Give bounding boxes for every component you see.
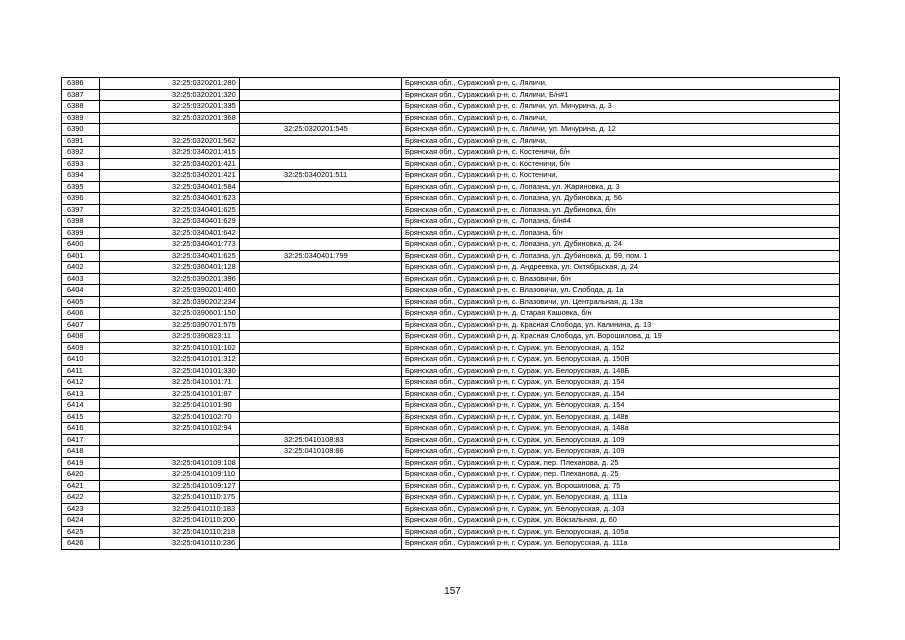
address-cell: Брянская обл., Суражский р-н, г. Сураж, ул. Белорусская, д. 105а [402, 526, 840, 538]
row-number-cell: 6420 [62, 469, 100, 481]
parent-cadastral-number-cell [240, 273, 402, 285]
table-row [62, 354, 840, 366]
address-cell: Брянская обл., Суражский р-н, с. Ляличи, ул. Мичурина, д. 3 [402, 101, 840, 113]
address-cell: Брянская обл., Суражский р-н, г. Сураж, ул. Белорусская, д. 150В [402, 354, 840, 366]
row-number-cell: 6407 [62, 319, 100, 331]
table-row [62, 170, 840, 182]
parent-cadastral-number-cell [240, 262, 402, 274]
parent-cadastral-number-cell [240, 193, 402, 205]
address-cell: Брянская обл., Суражский р-н, г. Сураж, ул. Белорусская, д. 148а [402, 423, 840, 435]
table-row [62, 492, 840, 504]
row-number-cell: 6391 [62, 135, 100, 147]
cadastral-number-cell: 32:25:0410101:90 [100, 400, 240, 412]
table-row [62, 503, 840, 515]
table-row [62, 365, 840, 377]
address-cell: Брянская обл., Суражский р-н, с. Костеничи, [402, 170, 840, 182]
parent-cadastral-number-cell: 32:25:0320201:545 [240, 124, 402, 136]
cadastral-number-cell: 32:25:0390701:575 [100, 319, 240, 331]
row-number-cell: 6426 [62, 538, 100, 550]
cadastral-number-cell: 32:25:0340401:625 [100, 250, 240, 262]
row-number-cell: 6421 [62, 480, 100, 492]
address-cell: Брянская обл., Суражский р-н, г. Сураж, пер. Плеханова, д. 25 [402, 469, 840, 481]
table-row [62, 515, 840, 527]
table-row [62, 308, 840, 320]
address-cell: Брянская обл., Суражский р-н, г. Сураж, ул. Белорусская, д. 109 [402, 434, 840, 446]
table-row [62, 124, 840, 136]
cadastral-number-cell: 32:25:0320201:280 [100, 78, 240, 90]
address-cell: Брянская обл., Суражский р-н, с. Ляличи, [402, 112, 840, 124]
table-row [62, 101, 840, 113]
table-row [62, 181, 840, 193]
row-number-cell: 6401 [62, 250, 100, 262]
parent-cadastral-number-cell [240, 457, 402, 469]
table-row [62, 446, 840, 458]
table-row [62, 193, 840, 205]
table-row [62, 250, 840, 262]
parent-cadastral-number-cell: 32:25:0340401:799 [240, 250, 402, 262]
row-number-cell: 6403 [62, 273, 100, 285]
cadastral-number-cell: 32:25:0410110:236 [100, 538, 240, 550]
parent-cadastral-number-cell [240, 319, 402, 331]
registry-table-body [62, 78, 840, 550]
parent-cadastral-number-cell: 32:25:0410108:83 [240, 434, 402, 446]
address-cell: Брянская обл., Суражский р-н, с. Влазовичи, б/н [402, 273, 840, 285]
address-cell: Брянская обл., Суражский р-н, г. Сураж, ул. Белорусская, д. 154 [402, 377, 840, 389]
address-cell: Брянская обл., Суражский р-н, д. Старая Кашовка, б/н [402, 308, 840, 320]
address-cell: Брянская обл., Суражский р-н, г. Сураж, ул. Белорусская, д. 154 [402, 388, 840, 400]
address-cell: Брянская обл., Суражский р-н, с. Ляличи, [402, 135, 840, 147]
cadastral-number-cell: 32:25:0320201:335 [100, 101, 240, 113]
cadastral-number-cell: 32:25:0410109:127 [100, 480, 240, 492]
row-number-cell: 6388 [62, 101, 100, 113]
address-cell: Брянская обл., Суражский р-н, г. Сураж, ул. Белорусская, д. 152 [402, 342, 840, 354]
row-number-cell: 6423 [62, 503, 100, 515]
cadastral-number-cell: 32:25:0390601:150 [100, 308, 240, 320]
parent-cadastral-number-cell [240, 480, 402, 492]
row-number-cell: 6394 [62, 170, 100, 182]
table-row [62, 423, 840, 435]
row-number-cell: 6411 [62, 365, 100, 377]
table-row [62, 342, 840, 354]
cadastral-number-cell: 32:25:0320201:368 [100, 112, 240, 124]
address-cell: Брянская обл., Суражский р-н, г. Сураж, ул. Вокзальная, д. 60 [402, 515, 840, 527]
address-cell: Брянская обл., Суражский р-н, с. Лопазна, ул. Дубиновка, д. 59, пом. 1 [402, 250, 840, 262]
address-cell: Брянская обл., Суражский р-н, с. Лопазна, ул. Дубиновка, д. 56 [402, 193, 840, 205]
row-number-cell: 6410 [62, 354, 100, 366]
parent-cadastral-number-cell [240, 365, 402, 377]
table-row [62, 411, 840, 423]
parent-cadastral-number-cell [240, 216, 402, 228]
parent-cadastral-number-cell [240, 181, 402, 193]
table-row [62, 469, 840, 481]
cadastral-number-cell: 32:25:0340401:584 [100, 181, 240, 193]
parent-cadastral-number-cell [240, 377, 402, 389]
table-row [62, 319, 840, 331]
row-number-cell: 6386 [62, 78, 100, 90]
cadastral-number-cell: 32:25:0390202:234 [100, 296, 240, 308]
cadastral-number-cell: 32:25:0390823:11 [100, 331, 240, 343]
cadastral-number-cell: 32:25:0410102:94 [100, 423, 240, 435]
cadastral-number-cell: 32:25:0410101:312 [100, 354, 240, 366]
parent-cadastral-number-cell [240, 503, 402, 515]
parent-cadastral-number-cell: 32:25:0340201:511 [240, 170, 402, 182]
address-cell: Брянская обл., Суражский р-н, с. Влазовичи, ул. Слобода, д. 1а [402, 285, 840, 297]
row-number-cell: 6393 [62, 158, 100, 170]
row-number-cell: 6392 [62, 147, 100, 159]
row-number-cell: 6415 [62, 411, 100, 423]
cadastral-number-cell: 32:25:0410109:108 [100, 457, 240, 469]
cadastral-number-cell: 32:25:0410101:87 [100, 388, 240, 400]
cadastral-number-cell: 32:25:0410109:110 [100, 469, 240, 481]
registry-table [61, 77, 840, 550]
parent-cadastral-number-cell [240, 158, 402, 170]
address-cell: Брянская обл., Суражский р-н, с. Костеничи, б/н [402, 147, 840, 159]
row-number-cell: 6387 [62, 89, 100, 101]
table-row [62, 239, 840, 251]
address-cell: Брянская обл., Суражский р-н, с. Ляличи, [402, 78, 840, 90]
cadastral-number-cell: 32:25:0410110:183 [100, 503, 240, 515]
row-number-cell: 6404 [62, 285, 100, 297]
cadastral-number-cell: 32:25:0340401:629 [100, 216, 240, 228]
cadastral-number-cell: 32:25:0340201:421 [100, 158, 240, 170]
cadastral-number-cell: 32:25:0340401:623 [100, 193, 240, 205]
parent-cadastral-number-cell [240, 538, 402, 550]
table-row [62, 538, 840, 550]
table-row [62, 296, 840, 308]
cadastral-number-cell: 32:25:0340401:773 [100, 239, 240, 251]
address-cell: Брянская обл., Суражский р-н, г. Сураж, ул. Белорусская, д. 148Б [402, 365, 840, 377]
table-row [62, 480, 840, 492]
address-cell: Брянская обл., Суражский р-н, г. Сураж, ул. Белорусская, д. 111а [402, 538, 840, 550]
row-number-cell: 6397 [62, 204, 100, 216]
cadastral-number-cell: 32:25:0340201:421 [100, 170, 240, 182]
table-row [62, 262, 840, 274]
cadastral-number-cell: 32:25:0410101:330 [100, 365, 240, 377]
parent-cadastral-number-cell [240, 331, 402, 343]
parent-cadastral-number-cell: 32:25:0410108:86 [240, 446, 402, 458]
table-row [62, 78, 840, 90]
address-cell: Брянская обл., Суражский р-н, с. Лопазна, ул. Жариновка, д. 3 [402, 181, 840, 193]
address-cell: Брянская обл., Суражский р-н, г. Сураж, ул. Белорусская, д. 154 [402, 400, 840, 412]
table-row [62, 331, 840, 343]
address-cell: Брянская обл., Суражский р-н, с. Лопазна, б/н#4 [402, 216, 840, 228]
parent-cadastral-number-cell [240, 112, 402, 124]
parent-cadastral-number-cell [240, 469, 402, 481]
row-number-cell: 6424 [62, 515, 100, 527]
table-row [62, 135, 840, 147]
parent-cadastral-number-cell [240, 89, 402, 101]
table-row [62, 400, 840, 412]
cadastral-number-cell [100, 124, 240, 136]
row-number-cell: 6417 [62, 434, 100, 446]
row-number-cell: 6390 [62, 124, 100, 136]
parent-cadastral-number-cell [240, 400, 402, 412]
row-number-cell: 6412 [62, 377, 100, 389]
row-number-cell: 6422 [62, 492, 100, 504]
parent-cadastral-number-cell [240, 101, 402, 113]
row-number-cell: 6389 [62, 112, 100, 124]
parent-cadastral-number-cell [240, 388, 402, 400]
parent-cadastral-number-cell [240, 78, 402, 90]
table-row [62, 227, 840, 239]
table-row [62, 147, 840, 159]
row-number-cell: 6416 [62, 423, 100, 435]
cadastral-number-cell: 32:25:0340401:625 [100, 204, 240, 216]
row-number-cell: 6418 [62, 446, 100, 458]
row-number-cell: 6425 [62, 526, 100, 538]
parent-cadastral-number-cell [240, 423, 402, 435]
address-cell: Брянская обл., Суражский р-н, с. Влазовичи, ул. Центральная, д. 13а [402, 296, 840, 308]
row-number-cell: 6398 [62, 216, 100, 228]
address-cell: Брянская обл., Суражский р-н, г. Сураж, ул. Белорусская, д. 111а [402, 492, 840, 504]
row-number-cell: 6395 [62, 181, 100, 193]
table-row [62, 89, 840, 101]
row-number-cell: 6408 [62, 331, 100, 343]
cadastral-number-cell: 32:25:0410110:218 [100, 526, 240, 538]
cadastral-number-cell: 32:25:0320201:562 [100, 135, 240, 147]
cadastral-number-cell: 32:25:0410110:175 [100, 492, 240, 504]
row-number-cell: 6419 [62, 457, 100, 469]
table-row [62, 526, 840, 538]
table-row [62, 377, 840, 389]
address-cell: Брянская обл., Суражский р-н, г. Сураж, ул. Белорусская, д. 103 [402, 503, 840, 515]
address-cell: Брянская обл., Суражский р-н, с. Костеничи, б/н [402, 158, 840, 170]
parent-cadastral-number-cell [240, 239, 402, 251]
cadastral-number-cell: 32:25:0390201:460 [100, 285, 240, 297]
cadastral-number-cell: 32:25:0320201:320 [100, 89, 240, 101]
table-row [62, 158, 840, 170]
table-row [62, 434, 840, 446]
row-number-cell: 6405 [62, 296, 100, 308]
address-cell: Брянская обл., Суражский р-н, г. Сураж, ул. Ворошилова, д. 75 [402, 480, 840, 492]
row-number-cell: 6396 [62, 193, 100, 205]
cadastral-number-cell: 32:25:0340401:642 [100, 227, 240, 239]
cadastral-number-cell: 32:25:0410101:71 [100, 377, 240, 389]
parent-cadastral-number-cell [240, 147, 402, 159]
table-row [62, 388, 840, 400]
table-row [62, 112, 840, 124]
page-number: 157 [444, 586, 461, 597]
parent-cadastral-number-cell [240, 342, 402, 354]
cadastral-number-cell: 32:25:0410110:200 [100, 515, 240, 527]
table-row [62, 273, 840, 285]
row-number-cell: 6414 [62, 400, 100, 412]
parent-cadastral-number-cell [240, 204, 402, 216]
address-cell: Брянская обл., Суражский р-н, д. Андреевка, ул. Октябрьская, д. 24 [402, 262, 840, 274]
address-cell: Брянская обл., Суражский р-н, д. Красная Слобода, ул. Ворошилова, д. 19 [402, 331, 840, 343]
parent-cadastral-number-cell [240, 515, 402, 527]
address-cell: Брянская обл., Суражский р-н, с. Лопазна, б/н [402, 227, 840, 239]
cadastral-number-cell: 32:25:0410102:70 [100, 411, 240, 423]
row-number-cell: 6406 [62, 308, 100, 320]
row-number-cell: 6413 [62, 388, 100, 400]
table-row [62, 216, 840, 228]
parent-cadastral-number-cell [240, 526, 402, 538]
parent-cadastral-number-cell [240, 296, 402, 308]
cadastral-number-cell: 32:25:0390201:396 [100, 273, 240, 285]
parent-cadastral-number-cell [240, 227, 402, 239]
cadastral-number-cell [100, 446, 240, 458]
row-number-cell: 6409 [62, 342, 100, 354]
address-cell: Брянская обл., Суражский р-н, г. Сураж, ул. Белорусская, д. 148в [402, 411, 840, 423]
address-cell: Брянская обл., Суражский р-н, д. Красная Слобода, ул. Калинина, д. 13 [402, 319, 840, 331]
address-cell: Брянская обл., Суражский р-н, с. Лопазна, ул. Дубиновка, б/н [402, 204, 840, 216]
cadastral-number-cell: 32:25:0410101:102 [100, 342, 240, 354]
table-row [62, 204, 840, 216]
row-number-cell: 6402 [62, 262, 100, 274]
table-row [62, 285, 840, 297]
parent-cadastral-number-cell [240, 492, 402, 504]
parent-cadastral-number-cell [240, 285, 402, 297]
address-cell: Брянская обл., Суражский р-н, с. Ляличи, Б/н#1 [402, 89, 840, 101]
cadastral-number-cell: 32:25:0360401:128 [100, 262, 240, 274]
address-cell: Брянская обл., Суражский р-н, г. Сураж, пер. Плеханова, д. 25 [402, 457, 840, 469]
address-cell: Брянская обл., Суражский р-н, г. Сураж, ул. Белорусская, д. 109 [402, 446, 840, 458]
row-number-cell: 6399 [62, 227, 100, 239]
cadastral-number-cell [100, 434, 240, 446]
cadastral-number-cell: 32:25:0340201:415 [100, 147, 240, 159]
row-number-cell: 6400 [62, 239, 100, 251]
parent-cadastral-number-cell [240, 354, 402, 366]
table-row [62, 457, 840, 469]
parent-cadastral-number-cell [240, 308, 402, 320]
address-cell: Брянская обл., Суражский р-н, с. Ляличи, ул. Мичурина, д. 12 [402, 124, 840, 136]
parent-cadastral-number-cell [240, 411, 402, 423]
parent-cadastral-number-cell [240, 135, 402, 147]
address-cell: Брянская обл., Суражский р-н, с. Лопазна, ул. Дубиновка, д. 24 [402, 239, 840, 251]
